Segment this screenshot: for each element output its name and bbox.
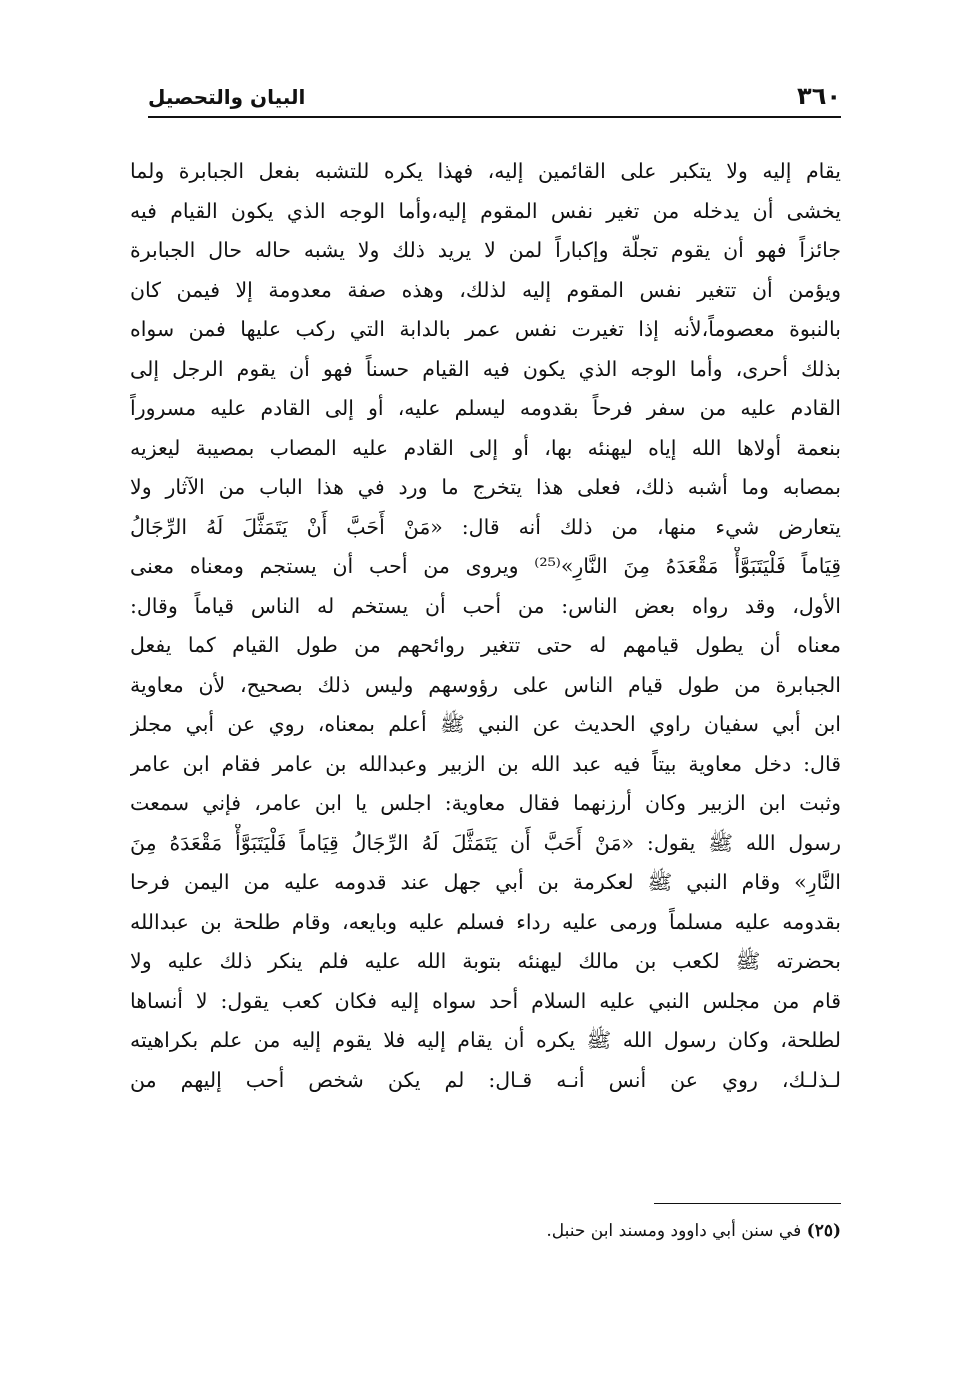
- footnote: [300, 1214, 841, 1248]
- page-number: ٣٦٠: [797, 82, 841, 110]
- body-line: القادم عليه من سفر فرحاً بقدومه ليسلم عليه، أو إلى القادم عليه مسروراً: [130, 396, 841, 420]
- body-line: قِيَاماً فَلْيَتَبَوَّأْ مَقْعَدَهُ مِنَ النَّارِ»⁽²⁵⁾ ويروى من أحب أن يستجم ومعناه معنى: [130, 554, 841, 578]
- body-line: الجبابرة من طول قيام الناس على رؤوسهم وليس ذلك بصحيح، لأن معاوية: [130, 672, 841, 697]
- body-line: لـذلـك، روي عن أنس أنـه قـال: لم يكن شخص أحب إليهم من: [130, 1067, 841, 1092]
- body-line: قال: دخل معاوية بيتاً فيه عبد الله بن الزبير وعبدالله بن عامر فقام ابن عامر: [130, 751, 841, 776]
- body-text: [130, 152, 841, 1100]
- body-line: يخشى أن يدخله من تغير نفس المقوم إليه،وأما الوجه الذي يكون القيام فيه: [130, 198, 841, 223]
- body-line: يقام إليه ولا يتكبر على القائمين إليه، فهذا يكره للتشبه بفعل الجبابرة ولما: [130, 159, 841, 183]
- body-line: رسول الله ﷺ يقول: «مَنْ أَحَبَّ أَن يَتَمَثَّلَ لَهُ الرِّجَالُ قِيَاماً فَلْيَتَبَوَّأْ مَقْعَدَهُ مِنَ: [130, 830, 841, 855]
- body-line: يتعارض شيء منها، من ذلك أنه قال: «مَنْ أَحَبَّ أَنْ يَتَمَثَّلَ لَهُ الرِّجَالُ: [130, 514, 841, 539]
- header-rule: [148, 116, 841, 118]
- footnote-marker: (٢٥): [806, 1221, 841, 1241]
- body-line: بحضرته ﷺ لكعب بن مالك ليهنئه بتوبة الله عليه فلم ينكر ذلك عليه ولا: [130, 949, 841, 973]
- body-line: جائزاً فهو أن يقوم تجلّة وإكباراً لمن لا يريد ذلك ولا يشبه حاله حال الجبابرة: [130, 238, 841, 262]
- body-line: الأول، وقد رواه بعض الناس: من أحب أن يستخم له الناس قياماً وقال:: [130, 593, 841, 618]
- page-header: [148, 80, 841, 114]
- body-line: معناه أن يطول قيامهم له حتى تتغير روائحهم من طول القيام كما يفعل: [130, 633, 841, 657]
- body-line: قام من مجلس النبي عليه السلام أحد سواه إليه فكان كعب يقول: لا أنساها: [130, 988, 841, 1013]
- body-line: بذلك أحرى، وأما الوجه الذي يكون فيه القيام حسناً فهو أن يقوم الرجل إلى: [130, 356, 841, 381]
- body-line: بنعمة أولاها الله إياه ليهنئه بها، أو إلى القادم عليه المصاب بمصيبة ليعزيه: [130, 435, 841, 460]
- body-line: وثبت ابن الزبير وكان أرزنهما فقال معاوية: اجلس يا ابن عامر، فإني سمعت: [130, 791, 841, 815]
- footnote-rule: [654, 1203, 841, 1204]
- running-title: البيان والتحصيل: [148, 85, 306, 109]
- body-line: لطلحة، وكان رسول الله ﷺ يكره أن يقام إليه فلا يقوم إليه من علم بكراهيته: [130, 1028, 841, 1052]
- body-line: ابن أبي سفيان راوي الحديث عن النبي ﷺ أعلم بمعناه، روي عن أبي مجلز: [130, 712, 841, 736]
- body-line: ويؤمن أن تتغير نفس المقوم إليه لذلك، وهذه صفة معدومة إلا فيمن كان: [130, 277, 841, 302]
- footnote-text: في سنن أبي داوود ومسند ابن حنبل.: [546, 1221, 802, 1241]
- body-line: بالنبوة معصوماً،لأنه إذا تغيرت نفس عمر بالدابة التي ركب عليها فمن سواه: [130, 317, 841, 341]
- body-line: بمصابه وما أشبه ذلك، فعلى هذا يتخرج ما ورد في هذا الباب من الآثار ولا: [130, 475, 841, 499]
- body-line: النَّارِ» وقام النبي ﷺ لعكرمة بن أبي جهل عند قدومه عليه من اليمن فرحا: [130, 870, 841, 894]
- body-line: بقدومه عليه مسلماً ورمى عليه رداء فسلم عليه وبايعه، وقام طلحة بن عبدالله: [130, 909, 841, 934]
